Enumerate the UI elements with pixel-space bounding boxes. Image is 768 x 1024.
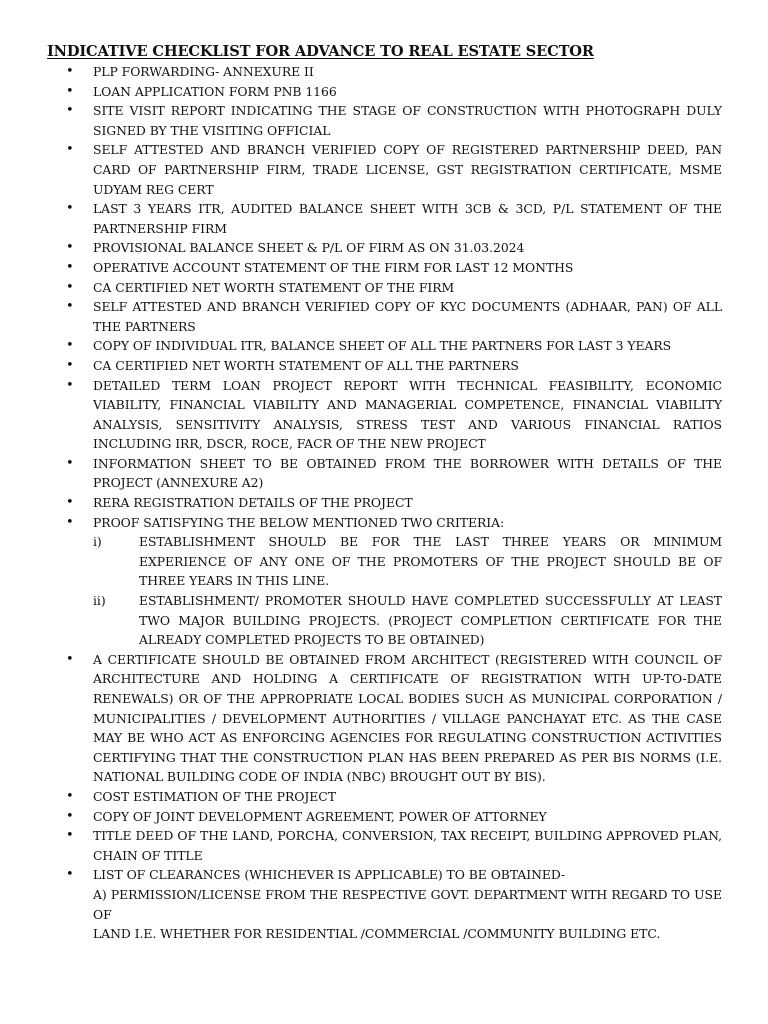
- list-item: [46, 199, 722, 238]
- bullet-icon: •: [66, 377, 74, 393]
- criteria-text: ESTABLISHMENT/ PROMOTER SHOULD HAVE COMPLETED SUCCESSFULLY AT LEAST TWO MAJOR BUILDING PROJECTS. (PROJECT COMPLETION CERTIFICATE FOR THE ALREADY COMPLETED PROJECTS TO BE OBTAINED): [139, 593, 722, 648]
- list-item-text: CA CERTIFIED NET WORTH STATEMENT OF THE FIRM: [93, 279, 455, 295]
- checklist: [46, 62, 722, 944]
- list-item: [46, 297, 722, 336]
- criteria-item: [93, 591, 722, 650]
- list-item: [46, 826, 722, 865]
- list-item-text: INFORMATION SHEET TO BE OBTAINED FROM THE BORROWER WITH DETAILS OF THE PROJECT (ANNEXURE A2): [93, 455, 722, 491]
- criteria-text: ESTABLISHMENT SHOULD BE FOR THE LAST THREE YEARS OR MINIMUM EXPERIENCE OF ANY ONE OF THE PROMOTERS OF THE PROJECT SHOULD BE OF THREE YEARS IN THIS LINE.: [139, 534, 722, 589]
- bullet-icon: •: [66, 279, 74, 295]
- list-item: [46, 454, 722, 493]
- list-item: [46, 787, 722, 807]
- list-item: [46, 62, 722, 82]
- list-item-text: RERA REGISTRATION DETAILS OF THE PROJECT: [93, 495, 413, 511]
- bullet-icon: •: [66, 201, 74, 217]
- criteria-list: [93, 532, 722, 650]
- criteria-marker: i): [93, 534, 102, 550]
- list-item: [46, 650, 722, 787]
- bullet-icon: •: [66, 83, 74, 99]
- list-item-text: PROOF SATISFYING THE BELOW MENTIONED TWO CRITERIA:: [93, 514, 505, 530]
- list-item: [46, 356, 722, 376]
- list-item: [46, 101, 722, 140]
- list-item-text: A CERTIFICATE SHOULD BE OBTAINED FROM ARCHITECT (REGISTERED WITH COUNCIL OF ARCHITECTURE AND HOLDING A CERTIFICATE OF REGISTRATION WITH UP-TO-DATE RENEWALS) OR OF THE APPROPRIATE LOCAL BODIES SUCH AS MUNICIPAL CORPORATION / MUNICIPALITIES / DEVELOPMENT AUTHORITIES / VILLAGE PANCHAYAT ETC. AS THE CASE MAY BE WHO ACT AS ENFORCING AGENCIES FOR REGULATING CONSTRUCTION ACTIVITIES CERTIFYING THAT THE CONSTRUCTION PLAN HAS BEEN PREPARED AS PER BIS NORMS (I.E. NATIONAL BUILDING CODE OF INDIA (NBC) BROUGHT OUT BY BIS).: [93, 651, 722, 785]
- list-item-text: SELF ATTESTED AND BRANCH VERIFIED COPY OF REGISTERED PARTNERSHIP DEED, PAN CARD OF PARTNERSHIP FIRM, TRADE LICENSE, GST REGISTRATION CERTIFICATE, MSME UDYAM REG CERT: [93, 142, 722, 197]
- bullet-icon: •: [66, 142, 74, 158]
- list-item: [46, 258, 722, 278]
- list-item-text: COST ESTIMATION OF THE PROJECT: [93, 788, 336, 804]
- list-item-text: PLP FORWARDING- ANNEXURE II: [93, 64, 314, 79]
- list-item: [46, 376, 722, 454]
- list-item-text: LAST 3 YEARS ITR, AUDITED BALANCE SHEET WITH 3CB & 3CD, P/L STATEMENT OF THE PARTNERSHIP FIRM: [93, 201, 722, 236]
- bullet-icon: •: [66, 495, 74, 511]
- list-item-clearances: [46, 865, 722, 943]
- document-title: INDICATIVE CHECKLIST FOR ADVANCE TO REAL ESTATE SECTOR: [47, 43, 594, 60]
- list-item: [46, 140, 722, 199]
- list-item: [46, 278, 722, 298]
- list-item-criteria: [46, 513, 722, 650]
- list-item: [46, 336, 722, 356]
- bullet-icon: •: [66, 788, 74, 804]
- bullet-icon: •: [66, 867, 74, 883]
- list-item-text: PROVISIONAL BALANCE SHEET & P/L OF FIRM AS ON 31.03.2024: [93, 240, 525, 256]
- list-item: [46, 807, 722, 827]
- list-item-text: COPY OF JOINT DEVELOPMENT AGREEMENT, POWER OF ATTORNEY: [93, 808, 547, 824]
- criteria-item: [93, 532, 722, 591]
- document-page: [46, 42, 722, 944]
- list-item-text: SELF ATTESTED AND BRANCH VERIFIED COPY OF KYC DOCUMENTS (ADHAAR, PAN) OF ALL THE PARTNERS: [93, 299, 722, 334]
- bullet-icon: •: [66, 299, 74, 315]
- list-item-text: SITE VISIT REPORT INDICATING THE STAGE OF CONSTRUCTION WITH PHOTOGRAPH DULY SIGNED BY THE VISITING OFFICIAL: [93, 103, 722, 138]
- clearances-line-b: LAND I.E. WHETHER FOR RESIDENTIAL /COMMERCIAL /COMMUNITY BUILDING ETC.: [93, 926, 661, 942]
- bullet-icon: •: [66, 808, 74, 824]
- bullet-icon: •: [66, 357, 74, 373]
- list-item: [46, 493, 722, 513]
- clearances-heading: LIST OF CLEARANCES (WHICHEVER IS APPLICABLE) TO BE OBTAINED-: [93, 867, 566, 883]
- list-item-text: DETAILED TERM LOAN PROJECT REPORT WITH TECHNICAL FEASIBILITY, ECONOMIC VIABILITY, FINANCIAL VIABILITY AND MANAGERIAL COMPETENCE, FINANCIAL VIABILITY ANALYSIS, SENSITIVITY ANALYSIS, STRESS TEST AND VARIOUS FINANCIAL RATIOS INCLUDING IRR, DSCR, ROCE, FACR OF THE NEW PROJECT: [93, 377, 722, 452]
- bullet-icon: •: [66, 240, 74, 256]
- list-item: [46, 238, 722, 258]
- list-item-text: TITLE DEED OF THE LAND, PORCHA, CONVERSION, TAX RECEIPT, BUILDING APPROVED PLAN, CHAIN OF TITLE: [93, 828, 722, 863]
- bullet-icon: •: [66, 828, 74, 844]
- list-item-text: OPERATIVE ACCOUNT STATEMENT OF THE FIRM FOR LAST 12 MONTHS: [93, 259, 574, 275]
- clearances-line-a: A) PERMISSION/LICENSE FROM THE RESPECTIVE GOVT. DEPARTMENT WITH REGARD TO USE OF: [93, 886, 722, 922]
- bullet-icon: •: [66, 259, 74, 275]
- list-item-text: CA CERTIFIED NET WORTH STATEMENT OF ALL THE PARTNERS: [93, 357, 519, 373]
- bullet-icon: •: [66, 651, 74, 667]
- bullet-icon: •: [66, 514, 74, 530]
- list-item-text: LOAN APPLICATION FORM PNB 1166: [93, 83, 337, 99]
- list-item: [46, 82, 722, 102]
- bullet-icon: •: [66, 64, 74, 79]
- list-item-text: COPY OF INDIVIDUAL ITR, BALANCE SHEET OF ALL THE PARTNERS FOR LAST 3 YEARS: [93, 338, 672, 354]
- criteria-marker: ii): [93, 593, 106, 609]
- bullet-icon: •: [66, 103, 74, 119]
- bullet-icon: •: [66, 338, 74, 354]
- bullet-icon: •: [66, 455, 74, 471]
